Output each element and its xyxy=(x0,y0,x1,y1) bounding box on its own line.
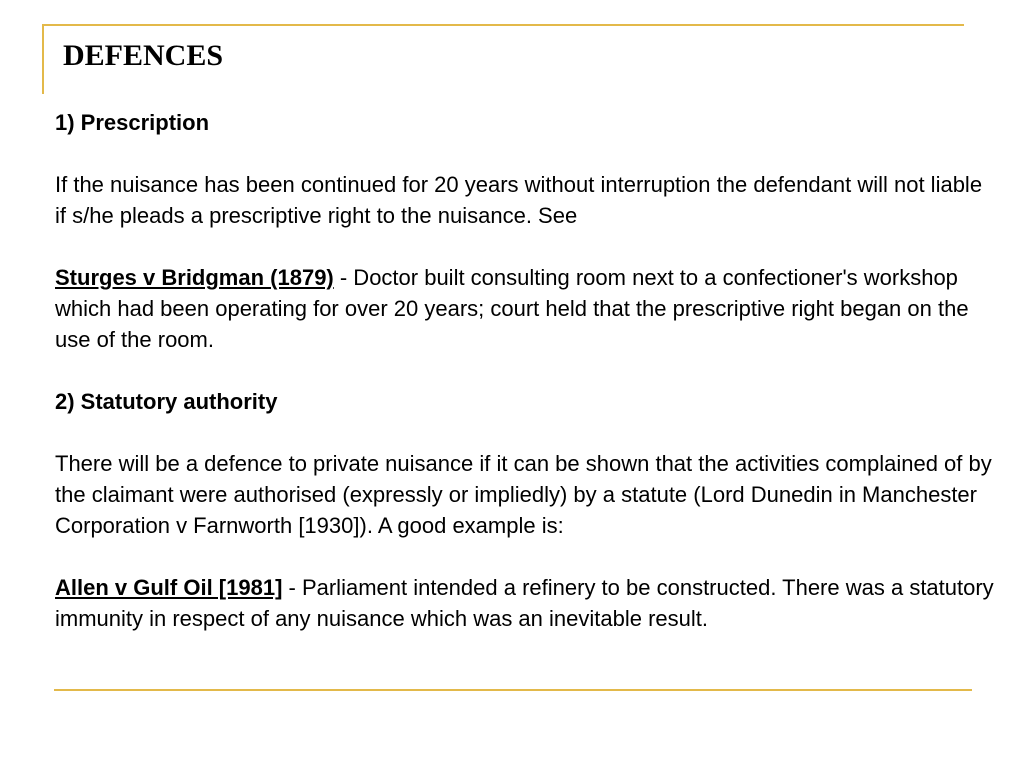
case-description-sturges-v-bridgman: - Doctor built consulting room next to a confectioner's workshop which had been operating for over 20 years; court held that the prescriptive right began on the use of the room. xyxy=(55,265,969,352)
top-accent-rule xyxy=(42,24,964,26)
case-name-sturges-v-bridgman: Sturges v Bridgman (1879) xyxy=(55,265,334,290)
slide-title: DEFENCES xyxy=(63,39,224,72)
statutory-authority-case-paragraph xyxy=(55,572,995,634)
prescription-paragraph: If the nuisance has been continued for 20 years without interruption the defendant will not liable if s/he pleads a prescriptive right to the nuisance. See xyxy=(55,172,983,228)
slide-body xyxy=(55,107,995,634)
case-description-allen-v-gulf-oil: - Parliament intended a refinery to be constructed. There was a statutory immunity in respect of any nuisance which was an inevitable result. xyxy=(55,575,994,631)
section-heading-prescription: 1) Prescription xyxy=(55,110,210,135)
left-accent-rule xyxy=(42,24,44,94)
section-heading-statutory-authority: 2) Statutory authority xyxy=(55,389,278,414)
case-name-allen-v-gulf-oil: Allen v Gulf Oil [1981] xyxy=(55,575,283,600)
statutory-authority-paragraph: There will be a defence to private nuisance if it can be shown that the activities complained of by the claimant were authorised (expressly or impliedly) by a statute (Lord Dunedin in Manchester Corporation v Farnworth [1930]). A good example is: xyxy=(55,451,992,538)
prescription-case-paragraph xyxy=(55,262,995,355)
bottom-accent-rule xyxy=(54,689,972,691)
